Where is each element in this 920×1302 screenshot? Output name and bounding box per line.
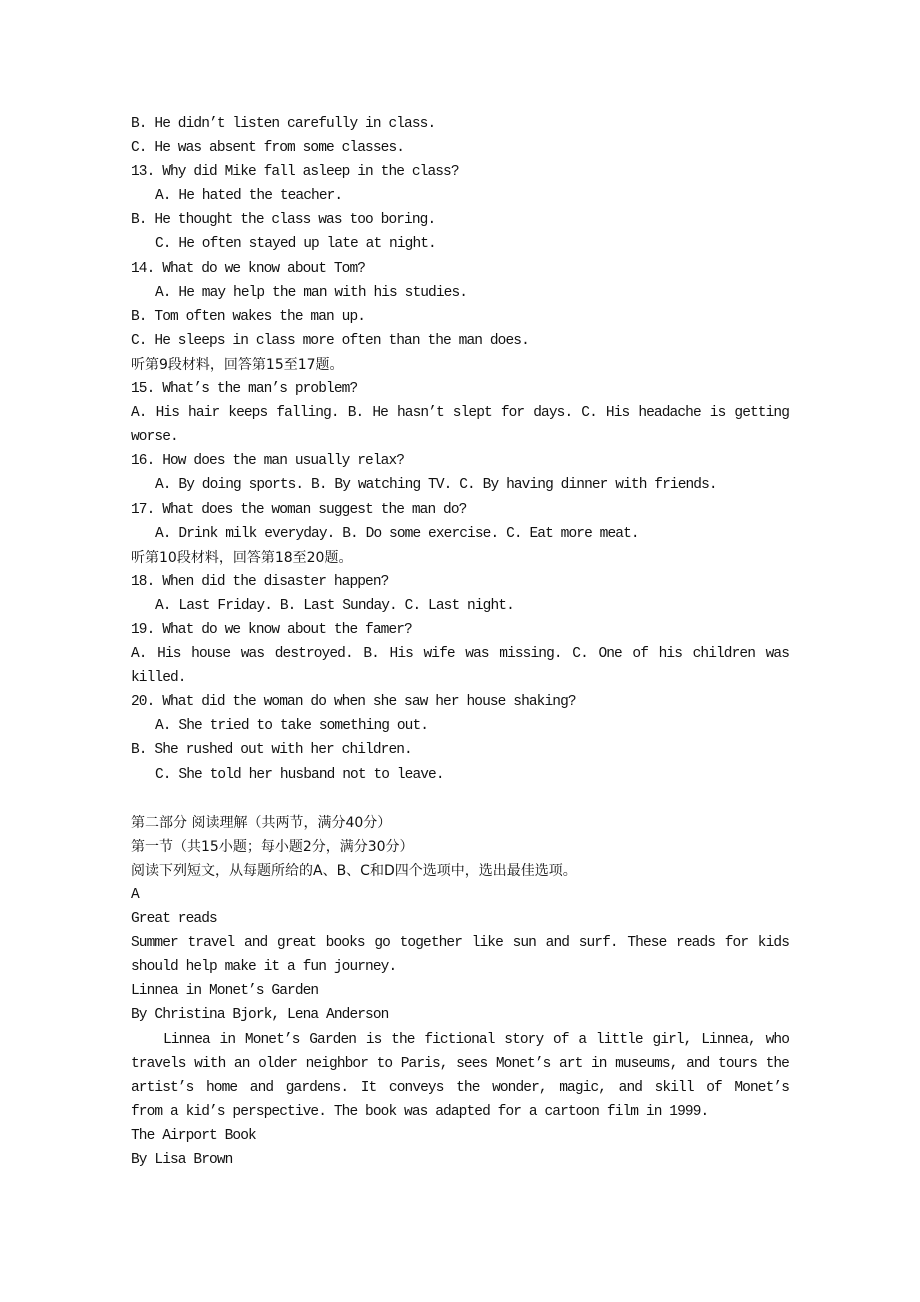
text-line: 听第10段材料，回答第18至20题。 <box>131 549 353 566</box>
text-line: should help make it a fun journey. <box>131 959 397 976</box>
text-line: from a kid’s perspective. The book was adapted for a cartoon film in 1999. <box>131 1103 709 1120</box>
text-line: C. He sleeps in class more often than the man does. <box>131 332 529 349</box>
document-page <box>131 112 789 1172</box>
text-line: 19. What do we know about the famer? <box>131 621 412 638</box>
text-line: A. Last Friday. B. Last Sunday. C. Last night. <box>155 597 514 614</box>
text-line: A. His hair keeps falling. B. He hasn’t slept for days. C. His headache is getting <box>131 405 789 422</box>
text-line: Summer travel and great books go together like sun and surf. These reads for kids <box>131 935 789 952</box>
text-line: A. He may help the man with his studies. <box>155 284 468 301</box>
text-line: A. Drink milk everyday. B. Do some exercise. C. Eat more meat. <box>155 525 639 542</box>
text-line: Linnea in Monet’s Garden <box>131 983 319 1000</box>
text-line: travels with an older neighbor to Paris, sees Monet’s art in museums, and tours the <box>131 1055 789 1072</box>
text-line: The Airport Book <box>131 1127 256 1144</box>
text-line: 16. How does the man usually relax? <box>131 453 405 470</box>
text-line: killed. <box>131 670 186 687</box>
text-line: A. His house was destroyed. B. His wife was missing. C. One of his children was <box>131 646 789 663</box>
text-line: worse. <box>131 429 178 446</box>
text-line: 17. What does the woman suggest the man do? <box>131 501 467 518</box>
text-line: C. He often stayed up late at night. <box>155 236 436 253</box>
text-line: C. She told her husband not to leave. <box>155 766 444 783</box>
text-line: artist’s home and gardens. It conveys the wonder, magic, and skill of Monet’s <box>131 1079 789 1096</box>
text-line: 第二部分 阅读理解（共两节，满分40分） <box>131 814 392 831</box>
text-line: Linnea in Monet’s Garden is the fictional story of a little girl, Linnea, who <box>163 1031 789 1048</box>
text-line: B. He thought the class was too boring. <box>131 212 436 229</box>
text-line: A. He hated the teacher. <box>155 188 343 205</box>
text-line: A. She tried to take something out. <box>155 718 429 735</box>
text-line <box>131 787 789 811</box>
text-line: 20. What did the woman do when she saw her house shaking? <box>131 694 576 711</box>
text-line: 第一节（共15小题；每小题2分，满分30分） <box>131 838 414 855</box>
text-line: A. By doing sports. B. By watching TV. C. By having dinner with friends. <box>155 477 717 494</box>
text-line: B. He didn’t listen carefully in class. <box>131 116 436 132</box>
text-line: 15. What’s the man’s problem? <box>131 381 358 398</box>
text-line: Great reads <box>131 911 217 928</box>
text-line: 13. Why did Mike fall asleep in the class? <box>131 164 459 181</box>
text-line: By Lisa Brown <box>131 1152 233 1169</box>
text-line: A <box>131 887 139 903</box>
text-line: B. She rushed out with her children. <box>131 742 412 759</box>
text-line: 阅读下列短文，从每题所给的A、B、C和D四个选项中，选出最佳选项。 <box>131 862 577 879</box>
text-line: 14. What do we know about Tom? <box>131 260 366 277</box>
text-line: 听第9段材料，回答第15至17题。 <box>131 356 344 373</box>
text-line: 18. When did the disaster happen? <box>131 573 389 590</box>
text-line: By Christina Bjork, Lena Anderson <box>131 1007 389 1024</box>
text-line: B. Tom often wakes the man up. <box>131 308 366 325</box>
text-line: C. He was absent from some classes. <box>131 140 405 157</box>
